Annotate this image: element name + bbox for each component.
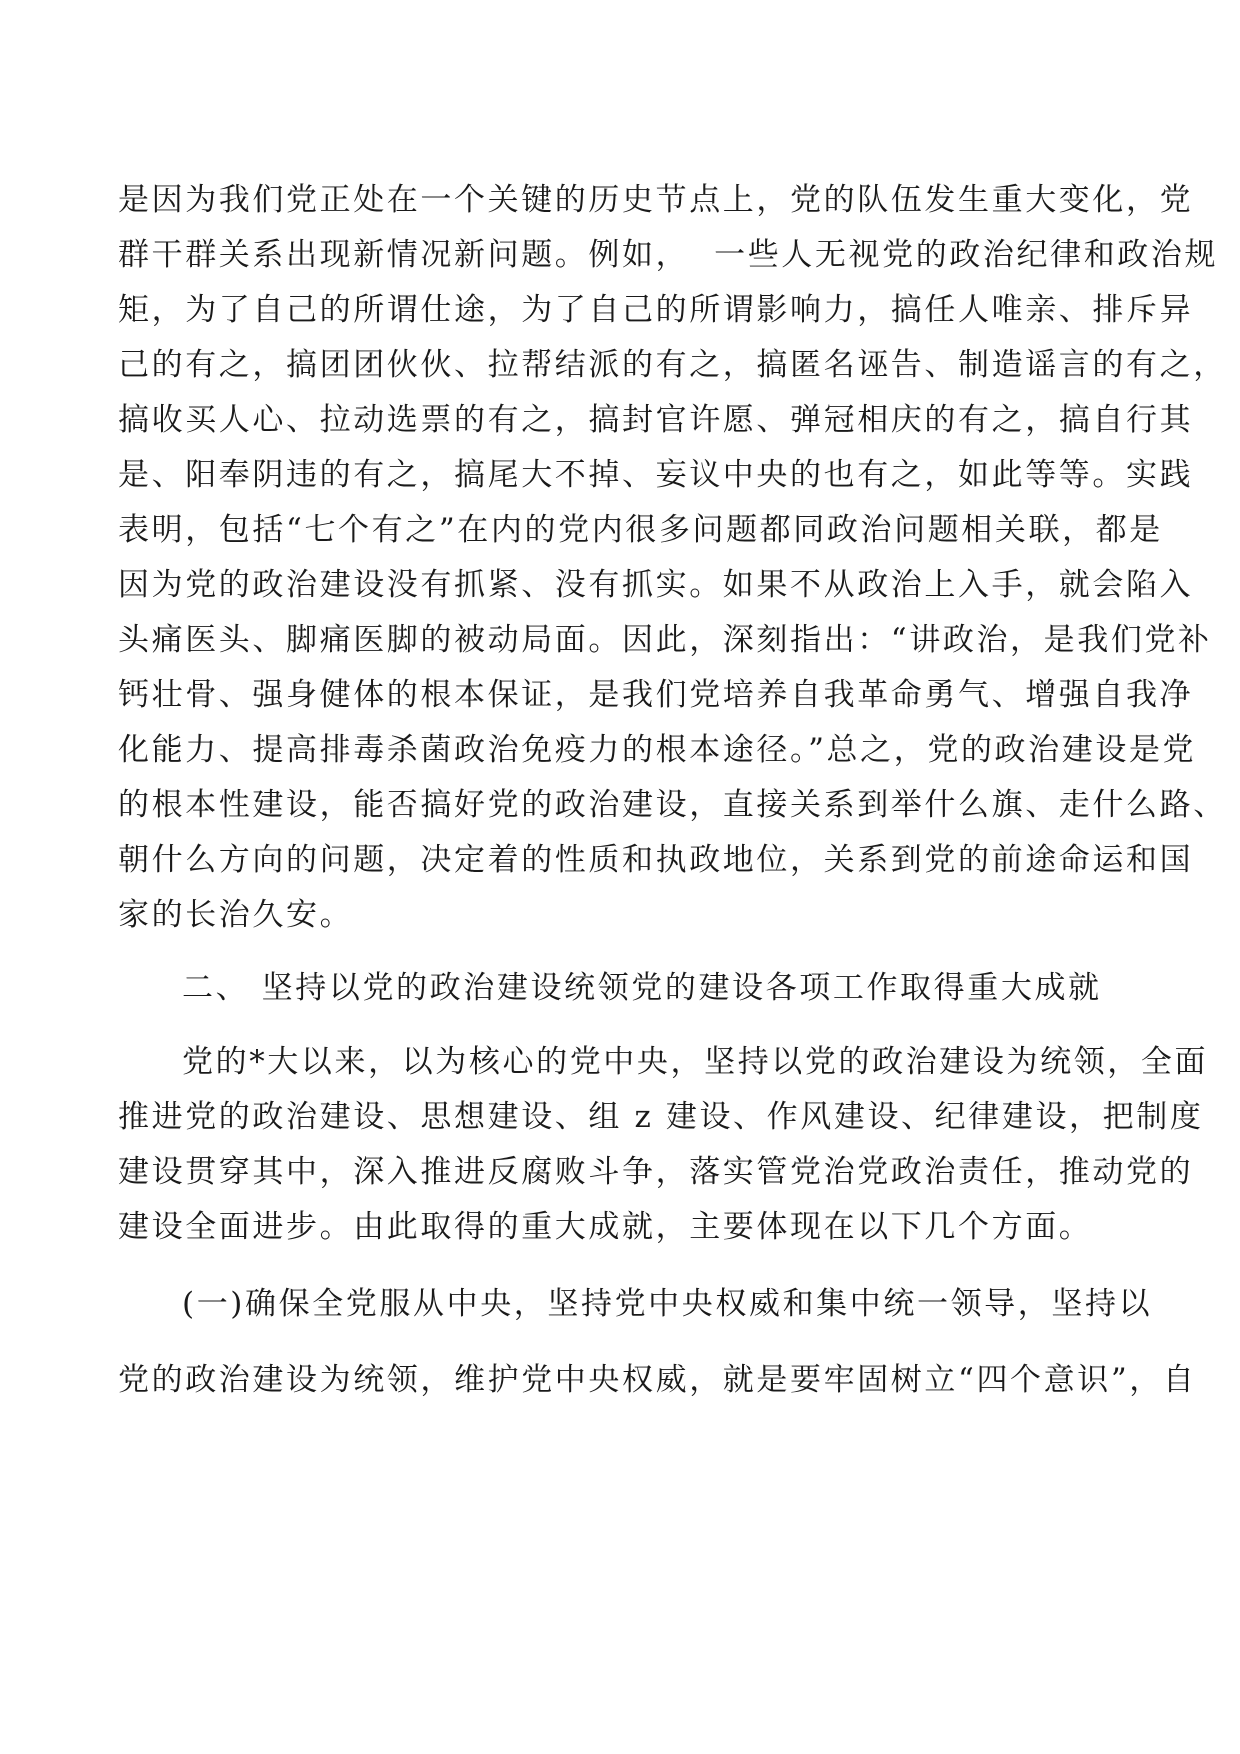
body-text-line: 头痛医头、脚痛医脚的被动局面。因此，深刻指出：“讲政治，是我们党补 bbox=[118, 622, 1212, 658]
section-heading: 二、 坚持以党的政治建设统领党的建设各项工作取得重大成就 bbox=[182, 970, 1102, 1006]
body-text-line: 化能力、提高排毒杀菌政治免疫力的根本途径。”总之，党的政治建设是党 bbox=[118, 732, 1197, 768]
subsection-line: (一)确保全党服从中央，坚持党中央权威和集中统一领导，坚持以 bbox=[182, 1286, 1153, 1322]
body-text-line: 建设贯穿其中，深入推进反腐败斗争，落实管党治党政治责任，推动党的 bbox=[118, 1154, 1194, 1190]
body-text-line: 的根本性建设，能否搞好党的政治建设，直接关系到举什么旗、走什么路、 bbox=[118, 787, 1227, 823]
body-text-line: 搞收买人心、拉动选票的有之，搞封官许愿、弹冠相庆的有之，搞自行其 bbox=[118, 402, 1194, 438]
body-text-line: 朝什么方向的问题，决定着的性质和执政地位，关系到党的前途命运和国 bbox=[118, 842, 1194, 878]
body-text-line: 己的有之，搞团团伙伙、拉帮结派的有之，搞匿名诬告、制造谣言的有之， bbox=[118, 347, 1227, 383]
body-text-line: 党的政治建设为统领，维护党中央权威，就是要牢固树立“四个意识”，自 bbox=[118, 1362, 1197, 1398]
body-text-line: 党的*大以来，以为核心的党中央，坚持以党的政治建设为统领，全面 bbox=[182, 1044, 1209, 1080]
body-text-line: 表明，包括“七个有之”在内的党内很多问题都同政治问题相关联，都是 bbox=[118, 512, 1163, 548]
body-text-line: 是、阳奉阴违的有之，搞尾大不掉、妄议中央的也有之，如此等等。实践 bbox=[118, 457, 1194, 493]
body-text-line: 钙壮骨、强身健体的根本保证，是我们党培养自我革命勇气、增强自我净 bbox=[118, 677, 1194, 713]
body-text-line: 矩，为了自己的所谓仕途，为了自己的所谓影响力，搞任人唯亲、排斥异 bbox=[118, 292, 1194, 328]
body-text-line: 因为党的政治建设没有抓紧、没有抓实。如果不从政治上入手，就会陷入 bbox=[118, 567, 1194, 603]
body-text-line: 是因为我们党正处在一个关键的历史节点上，党的队伍发生重大变化，党 bbox=[118, 182, 1194, 218]
body-text-line: 建设全面进步。由此取得的重大成就，主要体现在以下几个方面。 bbox=[118, 1209, 1093, 1245]
body-text-line: 推进党的政治建设、思想建设、组 z 建设、作风建设、纪律建设，把制度 bbox=[118, 1099, 1204, 1135]
body-text-line: 群干群关系出现新情况新问题。例如， 一些人无视党的政治纪律和政治规 bbox=[118, 237, 1219, 273]
body-text-line: 家的长治久安。 bbox=[118, 897, 354, 933]
